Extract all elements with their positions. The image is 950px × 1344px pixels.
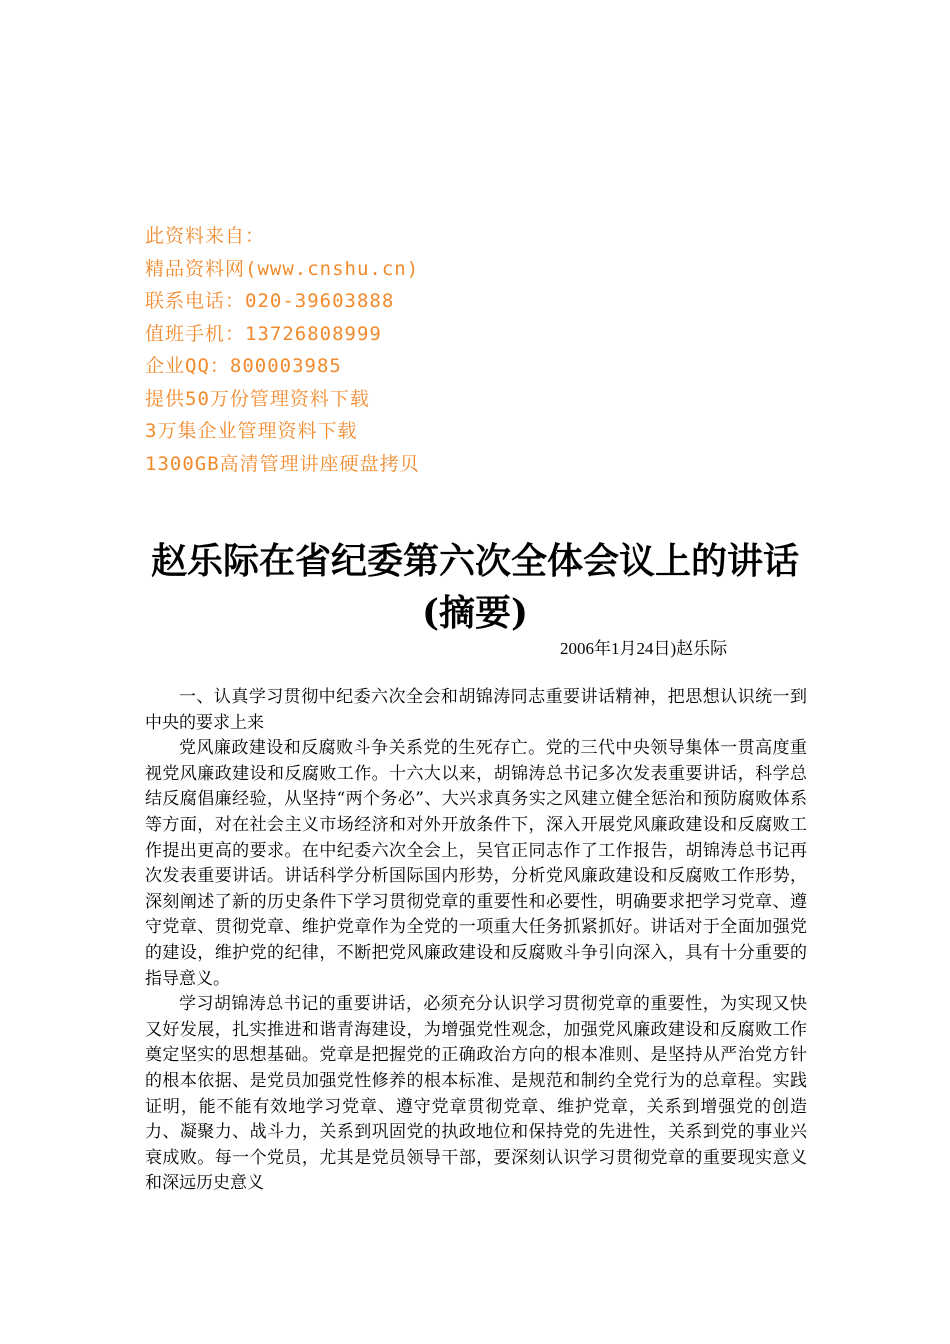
title-line-main: 赵乐际在省纪委第六次全体会议上的讲话 (150, 540, 799, 582)
title-line-subtitle: (摘要) (421, 592, 529, 634)
section-heading-1: 一、认真学习贯彻中纪委六次全会和胡锦涛同志重要讲话精神，把思想认识统一到中央的要求上来 (145, 687, 807, 733)
document-title (0, 535, 950, 639)
source-line-offer-1: 提供50万份管理资料下载 (145, 387, 370, 410)
source-line-origin: 此资料来自： (145, 225, 266, 247)
body-paragraph-1: 党风廉政建设和反腐败斗争关系党的生死存亡。党的三代中央领导集体一贯高度重视党风廉政建设和反腐败工作。十六大以来，胡锦涛总书记多次发表重要讲话，科学总结反腐倡廉经验，从坚持“两个务必”、大兴求真务实之风建立健全惩治和预防腐败体系等方面，对在社会主义市场经济和对外开放条件下，深入开展党风廉政建设和反腐败工作提出更高的要求。在中纪委六次全会上，吴官正同志作了工作报告，胡锦涛总书记再次发表重要讲话。讲话科学分析国际国内形势，分析党风廉政建设和反腐败工作形势，深刻阐述了新的历史条件下学习贯彻党章的重要性和必要性，明确要求把学习党章、遵守党章、贯彻党章、维护党章作为全党的一项重大任务抓紧抓好。讲话对于全面加强党的建设，维护党的纪律，不断把党风廉政建设和反腐败斗争引向深入，具有十分重要的指导意义。 (145, 738, 807, 989)
document-body (145, 685, 807, 1197)
source-info-block (145, 220, 645, 480)
source-line-offer-2: 3万集企业管理资料下载 (145, 420, 358, 442)
body-paragraph-2: 学习胡锦涛总书记的重要讲话，必须充分认识学习贯彻党章的重要性，为实现又快又好发展，扎实推进和谐青海建设，为增强党性观念，加强党风廉政建设和反腐败工作奠定坚实的思想基础。党章是把握党的正确政治方向的根本准则、是坚持从严治党方针的根本依据、是党员加强党性修养的根本标准、是规范和制约全党行为的总章程。实践证明，能不能有效地学习党章、遵守党章贯彻党章、维护党章，关系到增强党的创造力、凝聚力、战斗力，关系到巩固党的执政地位和保持党的先进性，关系到党的事业兴衰成败。每一个党员，尤其是党员领导干部，要深刻认识学习贯彻党章的重要现实意义和深远历史意义 (145, 994, 807, 1194)
source-line-phone: 联系电话：020-39603888 (145, 290, 395, 312)
source-line-offer-3: 1300GB高清管理讲座硬盘拷贝 (145, 452, 420, 475)
source-line-qq: 企业QQ：800003985 (145, 355, 342, 377)
source-line-website: 精品资料网(www.cnshu.cn) (145, 257, 420, 280)
document-date-author: 2006年1月24日)赵乐际 (560, 639, 728, 658)
source-line-mobile: 值班手机：13726808999 (145, 322, 382, 345)
